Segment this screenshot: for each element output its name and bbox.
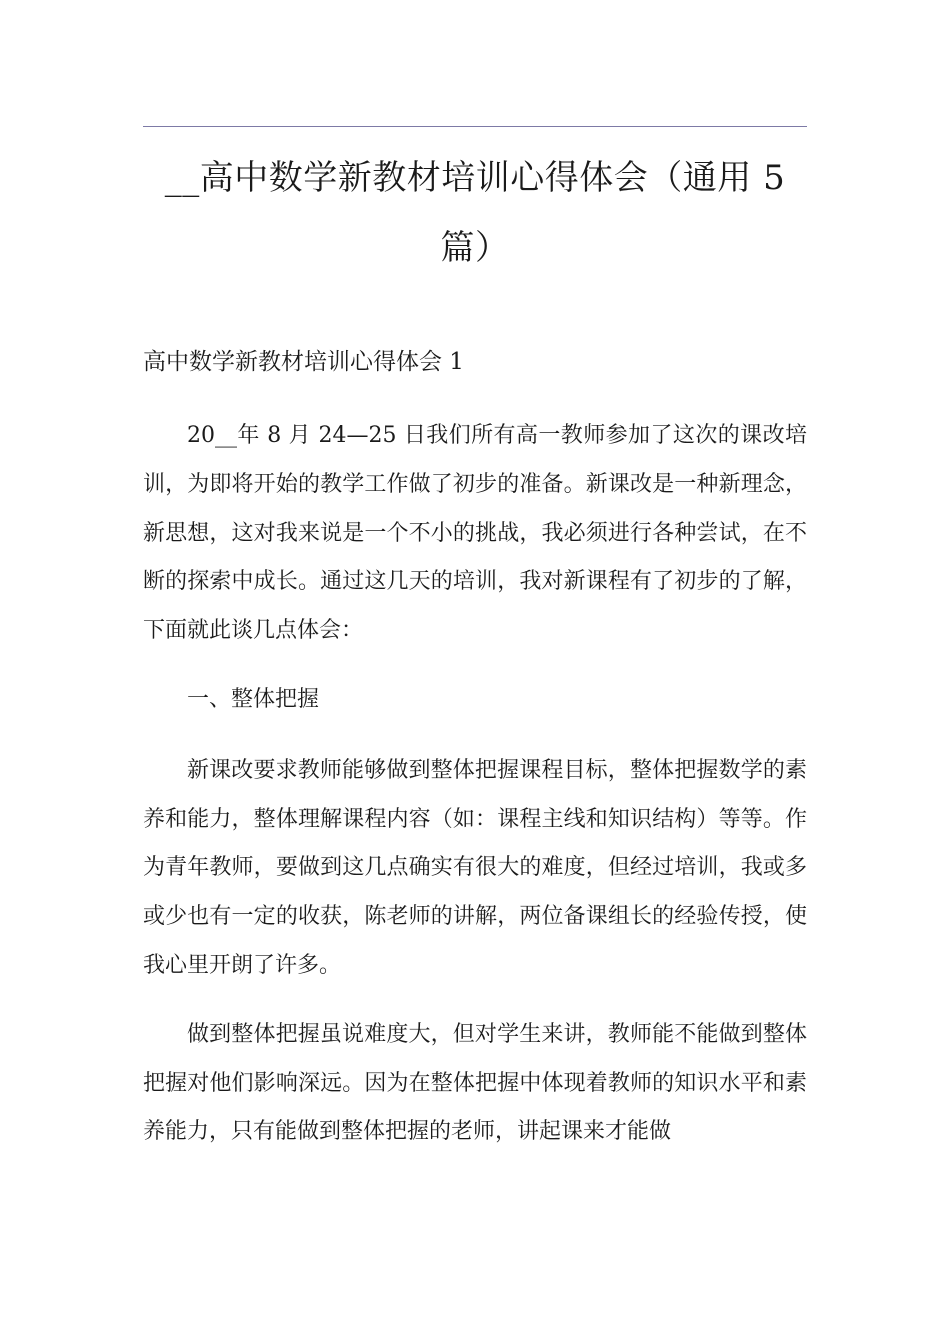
subheading-paragraph: 一、整体把握 — [187, 686, 320, 712]
document-title: __高中数学新教材培训心得体会（通用 5 篇） — [164, 158, 786, 268]
section-heading: 高中数学新教材培训心得体会 1 — [143, 349, 464, 375]
header-rule — [143, 126, 807, 127]
paragraph: 新课改要求教师能够做到整体把握课程目标，整体把握数学的素养和能力，整体理解课程内容（如：课程主线和知识结构）等等。作为青年教师，要做到这几点确实有很大的难度，但经过培训，我或多或少也有一定的收获，陈老师的讲解，两位备课组长的经验传授，使我心里开朗了许多。 — [143, 757, 807, 978]
paragraph: 20__年 8 月 24—25 日我们所有高一教师参加了这次的课改培训，为即将开始的教学工作做了初步的准备。新课改是一种新理念，新思想，这对我来说是一个不小的挑战，我必须进行各种尝试，在不断的探索中成长。通过这几天的培训，我对新课程有了初步的了解，下面就此谈几点体会： — [143, 423, 807, 644]
document-body — [143, 412, 807, 1177]
paragraph: 做到整体把握虽说难度大，但对学生来讲，教师能不能做到整体把握对他们影响深远。因为在整体把握中体现着教师的知识水平和素养能力，只有能做到整体把握的老师，讲起课来才能做 — [143, 1021, 807, 1145]
